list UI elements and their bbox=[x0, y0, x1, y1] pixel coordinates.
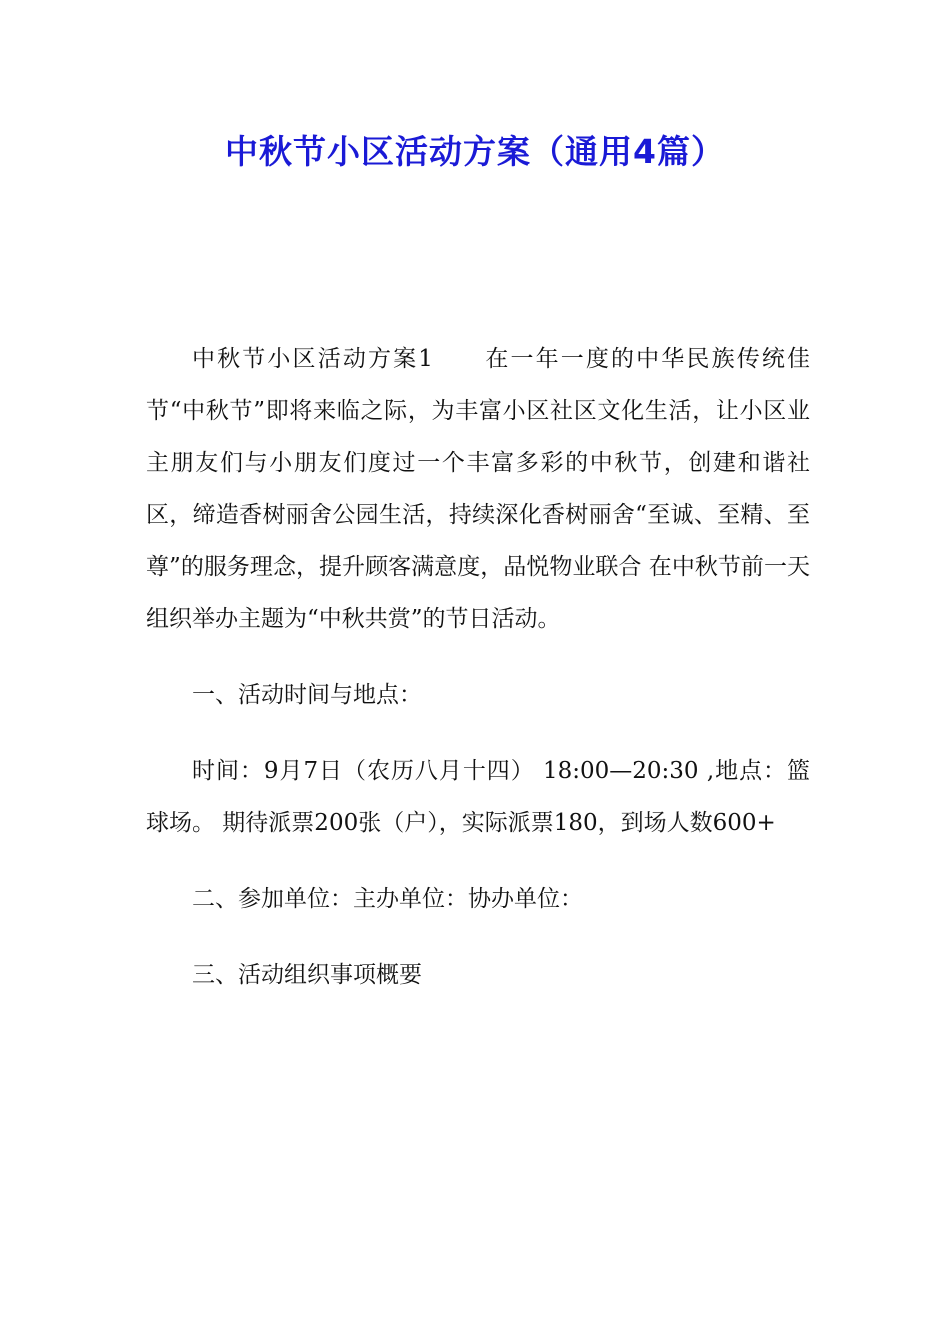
section-heading-participants: 二、参加单位：主办单位：协办单位： bbox=[192, 886, 583, 912]
section-heading-time-place: 一、活动时间与地点： bbox=[192, 682, 422, 708]
document-body bbox=[146, 333, 810, 1025]
document-title: 中秋节小区活动方案（通用4篇） bbox=[225, 132, 725, 171]
paragraph-time-place: 时间：9月7日（农历八月十四） 18:00—20:30 ,地点：篮球场。 期待派票200张（户），实际派票180，到场人数600+ bbox=[146, 758, 810, 836]
section-heading-summary: 三、活动组织事项概要 bbox=[192, 962, 422, 988]
paragraph-intro: 中秋节小区活动方案1 在一年一度的中华民族传统佳节“中秋节”即将来临之际，为丰富小区社区文化生活，让小区业主朋友们与小朋友们度过一个丰富多彩的中秋节，创建和谐社区，缔造香树丽舍公园生活，持续深化香树丽舍“至诚、至精、至尊”的服务理念，提升顾客满意度，品悦物业联合 在中秋节前一天组织举办主题为“中秋共赏”的节日活动。 bbox=[146, 346, 810, 632]
